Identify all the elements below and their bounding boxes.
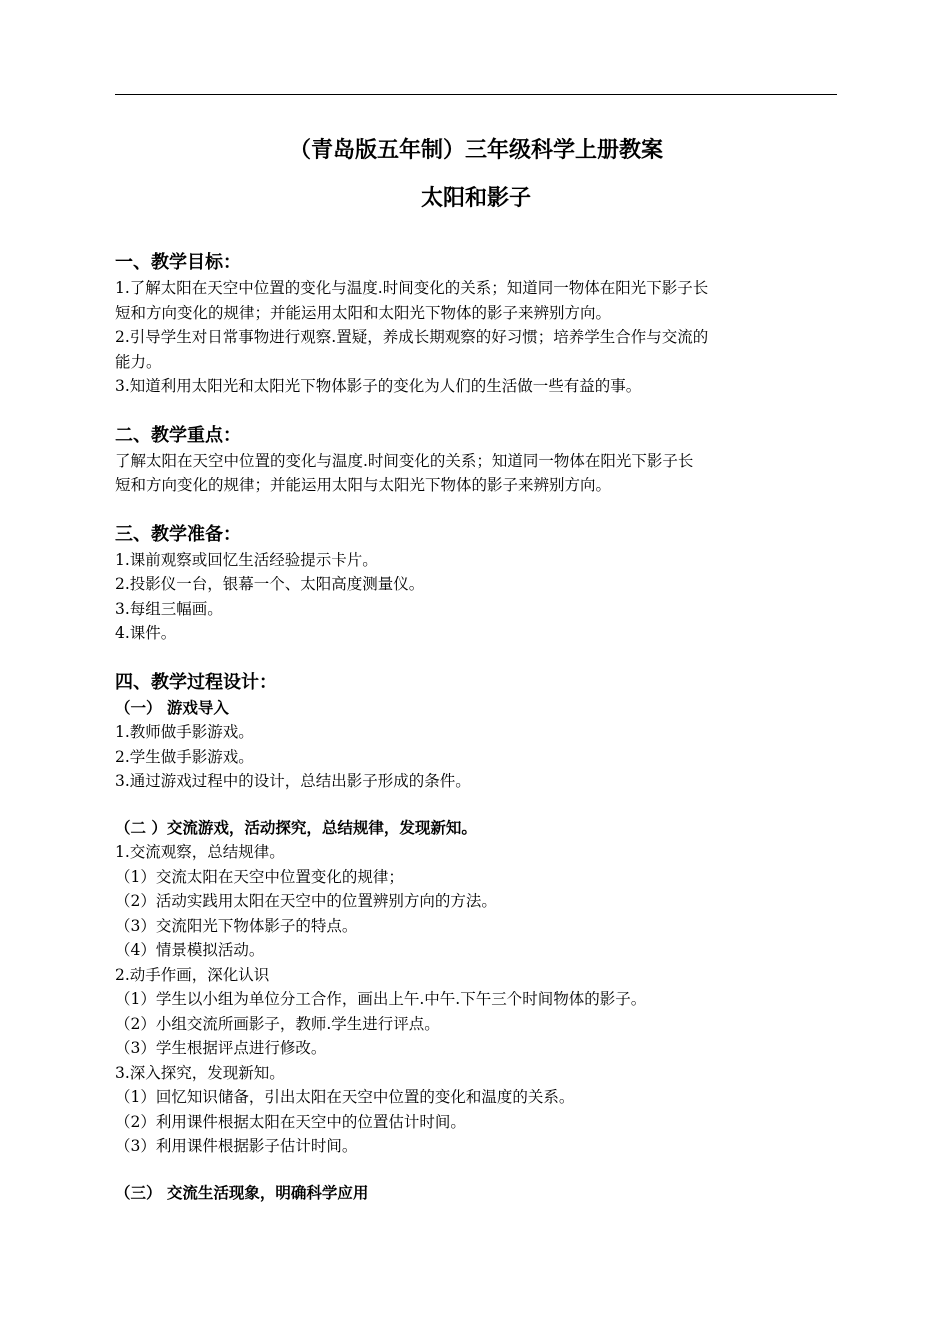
- prep-line: 2.投影仪一台，银幕一个、太阳高度测量仪。: [115, 575, 425, 593]
- process-line: 3.深入探究，发现新知。: [115, 1063, 285, 1082]
- process-line: 1.教师做手影游戏。: [115, 723, 254, 741]
- process-line: 2.学生做手影游戏。: [115, 747, 254, 766]
- prep-line: 4.课件。: [115, 624, 177, 642]
- process-line: （3）交流阳光下物体影子的特点。: [115, 916, 358, 935]
- section-heading-process: 四、教学过程设计：: [115, 671, 277, 693]
- process-line: （1）学生以小组为单位分工合作，画出上午.中午.下午三个时间物体的影子。: [115, 990, 647, 1008]
- process-line: （2）活动实践用太阳在天空中的位置辨别方向的方法。: [115, 892, 497, 910]
- process-line: （2）小组交流所画影子，教师.学生进行评点。: [115, 1014, 440, 1033]
- focus-line: 短和方向变化的规律；并能运用太阳与太阳光下物体的影子来辨别方向。: [115, 476, 612, 494]
- section-heading-prep: 三、教学准备：: [115, 523, 241, 545]
- process-line: （2）利用课件根据太阳在天空中的位置估计时间。: [115, 1112, 466, 1131]
- subsection-heading-3: （三） 交流生活现象，明确科学应用: [115, 1183, 369, 1202]
- prep-line: 1.课前观察或回忆生活经验提示卡片。: [115, 550, 378, 569]
- process-line: （1）交流太阳在天空中位置变化的规律；: [115, 867, 404, 886]
- goals-line: 1.了解太阳在天空中位置的变化与温度.时间变化的关系；知道同一物体在阳光下影子长: [115, 279, 709, 297]
- subsection-heading-2: （二 ）交流游戏，活动探究，总结规律，发现新知。: [115, 818, 477, 837]
- header-rule: [115, 94, 837, 95]
- document-body: [115, 250, 837, 1205]
- process-line: 3.通过游戏过程中的设计，总结出影子形成的条件。: [115, 772, 471, 790]
- process-line: 1.交流观察，总结规律。: [115, 843, 285, 861]
- goals-line: 3.知道利用太阳光和太阳光下物体影子的变化为人们的生活做一些有益的事。: [115, 377, 642, 395]
- goals-line: 短和方向变化的规律；并能运用太阳和太阳光下物体的影子来辨别方向。: [115, 303, 612, 322]
- process-line: 2.动手作画，深化认识: [115, 965, 270, 984]
- process-line: （3）利用课件根据影子估计时间。: [115, 1137, 358, 1155]
- focus-line: 了解太阳在天空中位置的变化与温度.时间变化的关系；知道同一物体在阳光下影子长: [115, 451, 694, 470]
- process-line: （1）回忆知识储备，引出太阳在天空中位置的变化和温度的关系。: [115, 1088, 575, 1106]
- goals-line: 2.引导学生对日常事物进行观察.置疑，养成长期观察的好习惯；培养学生合作与交流的: [115, 328, 709, 346]
- section-heading-focus: 二、教学重点：: [115, 424, 241, 446]
- subsection-heading-1: （一） 游戏导入: [115, 698, 229, 717]
- section-heading-goals: 一、教学目标：: [115, 252, 241, 273]
- document-subtitle: 太阳和影子: [420, 186, 531, 211]
- goals-line: 能力。: [115, 352, 162, 371]
- process-line: （3）学生根据评点进行修改。: [115, 1039, 327, 1057]
- process-line: （4）情景模拟活动。: [115, 941, 265, 959]
- document-title: （青岛版五年制）三年级科学上册教案: [288, 138, 663, 163]
- prep-line: 3.每组三幅画。: [115, 599, 223, 618]
